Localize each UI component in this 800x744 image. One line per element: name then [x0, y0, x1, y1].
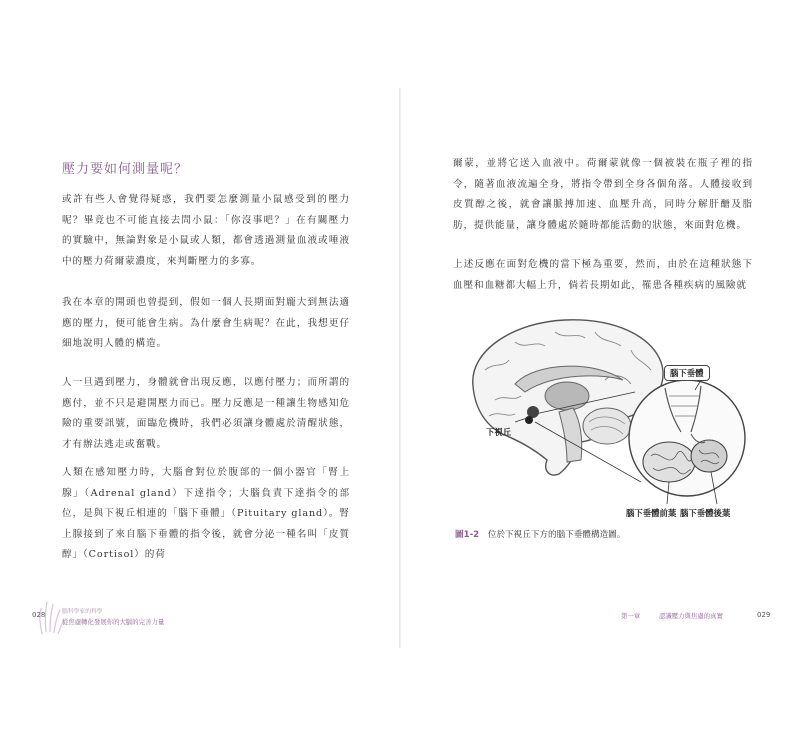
right-footer-chapter: 第一章	[621, 612, 641, 620]
caption-text: 位於下視丘下方的腦下垂體構造圖。	[487, 530, 626, 540]
right-paragraph-1: 爾蒙，並將它送入血液中。荷爾蒙就像一個被裝在瓶子裡的指令，隨著血液流遍全身，將指令帶到全身各個角落。人體接收到皮質醇之後，就會讓脈搏加速、血壓升高，同時分解肝醣及脂肪，提供能量，讓身體處於隨時都能活動的狀態，來面對危機。	[453, 158, 753, 231]
left-footer	[62, 607, 164, 627]
brain-pituitary-illustration	[455, 310, 755, 522]
label-hypothalamus: 下視丘	[486, 427, 512, 437]
left-page	[0, 0, 399, 744]
label-posterior-lobe: 腦下垂體後葉	[680, 508, 731, 518]
section-heading: 壓力要如何測量呢？	[62, 162, 189, 177]
left-page-number: 028	[32, 611, 46, 619]
right-paragraph-2: 上述反應在面對危機的當下極為重要，然而，由於在這種狀態下血壓和血糖都大幅上升，倘若長期如此，罹患各種疾病的風險就	[453, 259, 753, 291]
right-page-number: 029	[757, 611, 771, 619]
left-paragraph-3: 人一旦遇到壓力，身體就會出現反應，以應付壓力；而所謂的應付，並不只是避開壓力而已。壓力反應是一種讓生物感知危險的重要訊號，面臨危機時，我們必須讓身體處於清醒狀態，才有辦法逃走或奮戰。	[62, 377, 350, 450]
figure-caption	[455, 528, 625, 540]
right-page	[401, 0, 800, 744]
label-anterior-lobe: 腦下垂體前葉	[626, 508, 677, 518]
left-footer-title: 從焦慮轉化發展你的大腦的完善力量	[62, 618, 165, 626]
label-pituitary: 腦下垂體	[664, 365, 710, 381]
caption-number: 圖1-2	[455, 530, 480, 540]
right-footer-title: 認識壓力與焦慮的真實	[659, 612, 723, 620]
left-paragraph-1: 或許有些人會覺得疑惑，我們要怎麼測量小鼠感受到的壓力呢？畢竟也不可能直接去問小鼠：「你沒事吧？」在有關壓力的實驗中，無論對象是小鼠或人類，都會透過測量血液或唾液中的壓力荷爾蒙濃度，來判斷壓力的多寡。	[62, 194, 350, 267]
left-footer-series: 腦科學家的科學	[62, 609, 103, 615]
left-paragraph-4: 人類在感知壓力時，大腦會對位於腹部的一個小器官「腎上腺」（Adrenal gland）下達指令；大腦負責下達指令的部位，是與下視丘相連的「腦下垂體」（Pituitary gland）。腎上腺接到了來自腦下垂體的指令後，就會分泌一種名叫「皮質醇」（Cortisol）的荷	[62, 467, 350, 560]
left-paragraph-2: 我在本章的開頭也曾提到，假如一個人長期面對龐大到無法適應的壓力，便可能會生病。為什麼會生病呢？在此，我想更仔細地說明人體的構造。	[62, 297, 350, 349]
